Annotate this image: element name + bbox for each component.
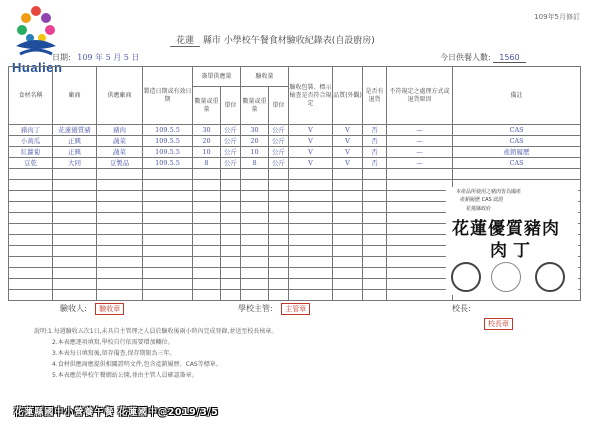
table-cell	[221, 169, 241, 180]
table-cell: 正興	[53, 147, 97, 158]
table-cell	[387, 202, 453, 213]
table-cell: V	[333, 158, 363, 169]
col-header: 備註	[453, 67, 581, 125]
table-cell	[269, 169, 289, 180]
table-cell	[143, 180, 193, 191]
table-cell	[9, 202, 53, 213]
table-cell	[363, 169, 387, 180]
title-county: 花蓮	[170, 33, 200, 47]
table-cell	[363, 268, 387, 279]
table-cell: 10	[193, 147, 221, 158]
table-cell	[9, 191, 53, 202]
table-cell	[289, 268, 333, 279]
table-cell	[193, 191, 221, 202]
table-cell: 109.5.5	[143, 136, 193, 147]
table-cell	[289, 180, 333, 191]
note-line: 3.本表每日填寫後,留存備查,保存期限為三年。	[52, 350, 176, 357]
table-cell	[387, 268, 453, 279]
table-cell	[143, 279, 193, 290]
table-cell: 豬肉	[97, 125, 143, 136]
table-cell	[9, 257, 53, 268]
table-cell: CAS	[453, 125, 581, 136]
table-cell	[387, 235, 453, 246]
table-cell	[193, 268, 221, 279]
table-cell: V	[333, 125, 363, 136]
table-cell	[221, 202, 241, 213]
table-cell	[333, 224, 363, 235]
table-cell	[53, 224, 97, 235]
table-cell	[289, 202, 333, 213]
table-cell	[143, 235, 193, 246]
table-cell: 109.5.5	[143, 147, 193, 158]
col-header: 驗收包裝、標示檢查是否符合規定	[289, 67, 333, 125]
table-cell	[289, 246, 333, 257]
product-sub: 肉丁	[490, 241, 536, 261]
table-cell	[241, 235, 269, 246]
table-cell	[333, 268, 363, 279]
date-value: 109 年 5 月 5 日	[77, 53, 140, 62]
table-cell: 公斤	[221, 158, 241, 169]
table-cell	[241, 180, 269, 191]
table-cell: 正興	[53, 136, 97, 147]
table-row	[9, 158, 581, 169]
label-line: 本產品所使用之豬肉皆為國產	[456, 189, 522, 195]
note-line: 5.本表應於學校午餐網站公開,並由主管人員確認簽章。	[52, 372, 198, 379]
table-cell: 20	[193, 136, 221, 147]
table-cell	[387, 246, 453, 257]
table-cell: V	[289, 147, 333, 158]
table-cell	[53, 257, 97, 268]
table-cell: 30	[241, 125, 269, 136]
table-cell	[143, 169, 193, 180]
table-cell	[387, 180, 453, 191]
table-cell: 公斤	[221, 125, 241, 136]
table-cell	[333, 257, 363, 268]
hualien-seal-icon	[535, 262, 565, 292]
table-cell: 公斤	[269, 147, 289, 158]
table-cell	[241, 224, 269, 235]
sub-header: 數量或重量	[193, 87, 221, 125]
table-cell	[143, 257, 193, 268]
table-cell: 10	[241, 147, 269, 158]
table-cell: CAS	[453, 136, 581, 147]
inspector-signature	[60, 303, 130, 315]
table-cell	[97, 279, 143, 290]
table-cell: 否	[363, 125, 387, 136]
table-cell	[9, 224, 53, 235]
notes-block	[34, 326, 454, 381]
table-cell	[269, 202, 289, 213]
col-header: 簽單供應量	[193, 67, 241, 87]
table-cell	[289, 290, 333, 301]
form-title	[170, 33, 375, 47]
count-value: 1560	[493, 53, 525, 63]
table-cell	[9, 290, 53, 301]
table-cell	[241, 246, 269, 257]
table-cell: —	[387, 136, 453, 147]
table-cell	[269, 246, 289, 257]
table-cell	[143, 213, 193, 224]
table-cell	[333, 169, 363, 180]
title-text: 縣市 小學校午餐食材驗收紀錄表(自設廚房)	[202, 36, 375, 46]
table-cell	[387, 213, 453, 224]
table-cell	[53, 246, 97, 257]
table-cell: —	[387, 125, 453, 136]
table-cell: 8	[193, 158, 221, 169]
table-cell	[333, 213, 363, 224]
table-cell: 蔬菜	[97, 136, 143, 147]
table-cell	[193, 202, 221, 213]
table-cell	[269, 290, 289, 301]
table-cell	[387, 191, 453, 202]
school-stamp: 主管章	[281, 303, 310, 315]
table-cell: 否	[363, 136, 387, 147]
table-cell	[387, 279, 453, 290]
table-cell	[269, 268, 289, 279]
table-cell	[53, 191, 97, 202]
table-cell	[363, 180, 387, 191]
table-cell	[9, 169, 53, 180]
traceability-seal-icon	[491, 262, 521, 292]
table-cell: —	[387, 147, 453, 158]
table-cell	[97, 257, 143, 268]
sub-header: 數量或重量	[241, 87, 269, 125]
table-cell: 公斤	[221, 136, 241, 147]
table-cell	[221, 246, 241, 257]
table-cell	[453, 169, 581, 180]
revision-note: 109年5月修訂	[534, 13, 580, 21]
table-cell	[241, 202, 269, 213]
table-cell	[269, 224, 289, 235]
table-cell	[193, 279, 221, 290]
table-cell	[143, 246, 193, 257]
sub-header: 單位	[221, 87, 241, 125]
principal-label: 校長:	[452, 304, 471, 313]
table-cell: V	[289, 158, 333, 169]
table-cell: V	[289, 125, 333, 136]
table-cell	[289, 213, 333, 224]
table-cell	[193, 290, 221, 301]
table-cell	[333, 246, 363, 257]
table-cell	[333, 202, 363, 213]
table-cell	[363, 213, 387, 224]
table-cell	[193, 257, 221, 268]
table-cell: 紅蘿蔔	[9, 147, 53, 158]
table-cell	[333, 279, 363, 290]
table-cell	[9, 268, 53, 279]
table-cell	[363, 202, 387, 213]
table-cell	[9, 213, 53, 224]
table-cell	[333, 180, 363, 191]
table-cell	[97, 180, 143, 191]
table-cell	[221, 235, 241, 246]
table-cell	[193, 235, 221, 246]
table-cell	[97, 191, 143, 202]
table-cell: 小黃瓜	[9, 136, 53, 147]
table-cell	[269, 180, 289, 191]
table-cell: 否	[363, 147, 387, 158]
table-cell	[241, 257, 269, 268]
table-row	[9, 136, 581, 147]
table-cell	[53, 279, 97, 290]
note-line: 4.食材供應商應提供相關證明文件,包含產銷履歷、CAS等標章。	[52, 361, 222, 368]
label-line: 產銷履歷 CAS 認證	[460, 197, 504, 203]
table-cell	[363, 257, 387, 268]
table-row	[9, 169, 581, 180]
table-cell	[97, 246, 143, 257]
table-cell: CAS	[453, 158, 581, 169]
table-cell	[363, 246, 387, 257]
col-header: 食材名稱	[9, 67, 53, 125]
table-cell	[387, 169, 453, 180]
table-cell	[241, 279, 269, 290]
table-cell	[221, 290, 241, 301]
table-cell: 否	[363, 158, 387, 169]
table-cell	[53, 268, 97, 279]
table-cell	[143, 224, 193, 235]
table-cell: 109.5.5	[143, 158, 193, 169]
table-cell	[289, 169, 333, 180]
table-cell	[97, 224, 143, 235]
table-cell	[221, 213, 241, 224]
count-label: 今日供餐人數	[440, 53, 488, 62]
table-cell	[9, 279, 53, 290]
table-cell	[53, 213, 97, 224]
table-cell	[53, 180, 97, 191]
note-line: 2.本表應逐項填寫,學校自行依需要增加欄位。	[52, 339, 174, 346]
table-cell: 花蓮優質豬	[53, 125, 97, 136]
table-cell	[333, 235, 363, 246]
table-cell: 蔬菜	[97, 147, 143, 158]
col-header: 廠商	[53, 67, 97, 125]
table-cell	[9, 235, 53, 246]
table-cell	[53, 290, 97, 301]
label-line: 花蓮縣政府	[466, 206, 492, 212]
table-cell	[221, 257, 241, 268]
table-cell	[269, 235, 289, 246]
table-cell: V	[289, 136, 333, 147]
principal-stamp: 校長章	[484, 318, 513, 330]
table-cell	[363, 224, 387, 235]
table-cell	[387, 257, 453, 268]
school-label: 學校主管:	[238, 304, 273, 313]
table-cell	[221, 224, 241, 235]
table-cell: 30	[193, 125, 221, 136]
table-cell	[289, 257, 333, 268]
table-cell	[363, 191, 387, 202]
school-signature	[238, 303, 316, 315]
table-cell	[143, 202, 193, 213]
date-line: 日期: 109 年 5 月 5 日	[52, 53, 140, 62]
table-cell: 豆製品	[97, 158, 143, 169]
col-header: 供應廠商	[97, 67, 143, 125]
table-cell: 109.5.5	[143, 125, 193, 136]
table-cell	[241, 191, 269, 202]
table-cell: 公斤	[269, 136, 289, 147]
table-row	[9, 147, 581, 158]
table-cell	[97, 169, 143, 180]
table-cell	[269, 279, 289, 290]
table-cell	[221, 191, 241, 202]
table-row	[9, 125, 581, 136]
table-cell	[97, 213, 143, 224]
table-cell	[97, 202, 143, 213]
table-cell: V	[333, 136, 363, 147]
note-line: 說明:1.每週驗收五次1日,未具自主管理之人員於驗收後兩小時內完成登錄,並送至校長核章。	[34, 328, 278, 335]
table-cell	[289, 279, 333, 290]
table-cell: 大同	[53, 158, 97, 169]
table-cell	[387, 290, 453, 301]
table-cell: 豬肉丁	[9, 125, 53, 136]
table-cell	[143, 268, 193, 279]
table-cell: 公斤	[269, 158, 289, 169]
table-cell	[241, 290, 269, 301]
principal-signature	[452, 303, 471, 314]
col-header: 製造日期或有效日期	[143, 67, 193, 125]
footer-caption: 花蓮縣國中小營養午餐 花蓮國中@2019/3/5	[14, 407, 219, 418]
inspector-label: 驗收人:	[60, 304, 87, 313]
table-cell	[269, 213, 289, 224]
table-cell	[143, 191, 193, 202]
table-cell: 公斤	[221, 147, 241, 158]
table-cell: 豆乾	[9, 158, 53, 169]
col-header: 不符規定之處理方式或退貨原因	[387, 67, 453, 125]
product-name: 花蓮優質豬肉	[452, 219, 560, 239]
table-cell: 產銷履歷	[453, 147, 581, 158]
table-cell	[387, 224, 453, 235]
table-cell	[53, 202, 97, 213]
table-cell: —	[387, 158, 453, 169]
table-cell	[143, 290, 193, 301]
date-label: 日期	[52, 53, 68, 62]
table-cell	[221, 279, 241, 290]
table-cell	[193, 224, 221, 235]
table-cell	[9, 180, 53, 191]
table-cell	[193, 213, 221, 224]
table-cell	[333, 290, 363, 301]
table-cell	[363, 290, 387, 301]
logo-text: Hualien	[12, 60, 63, 75]
table-cell	[269, 191, 289, 202]
table-cell: 公斤	[269, 125, 289, 136]
col-header: 品質(外觀)	[333, 67, 363, 125]
table-cell	[97, 235, 143, 246]
table-cell	[221, 268, 241, 279]
table-cell	[193, 169, 221, 180]
table-cell	[193, 246, 221, 257]
table-cell: V	[333, 147, 363, 158]
col-header: 是否有退貨	[363, 67, 387, 125]
sub-header: 單位	[269, 87, 289, 125]
inspector-stamp: 驗收章	[95, 303, 124, 315]
table-cell	[53, 235, 97, 246]
table-cell	[333, 191, 363, 202]
meal-count-line: 今日供餐人數: 1560	[440, 52, 526, 63]
table-cell	[363, 235, 387, 246]
table-cell	[97, 290, 143, 301]
cas-seal-icon	[451, 262, 481, 292]
table-cell	[241, 169, 269, 180]
table-cell	[193, 180, 221, 191]
table-cell	[53, 169, 97, 180]
table-cell	[241, 268, 269, 279]
table-cell	[241, 213, 269, 224]
table-cell	[269, 257, 289, 268]
table-cell	[289, 224, 333, 235]
table-cell: 8	[241, 158, 269, 169]
table-cell	[363, 279, 387, 290]
table-cell	[9, 246, 53, 257]
table-cell	[221, 180, 241, 191]
table-cell	[289, 235, 333, 246]
col-header: 驗收量	[241, 67, 289, 87]
table-cell	[97, 268, 143, 279]
table-cell: 20	[241, 136, 269, 147]
table-cell	[289, 191, 333, 202]
